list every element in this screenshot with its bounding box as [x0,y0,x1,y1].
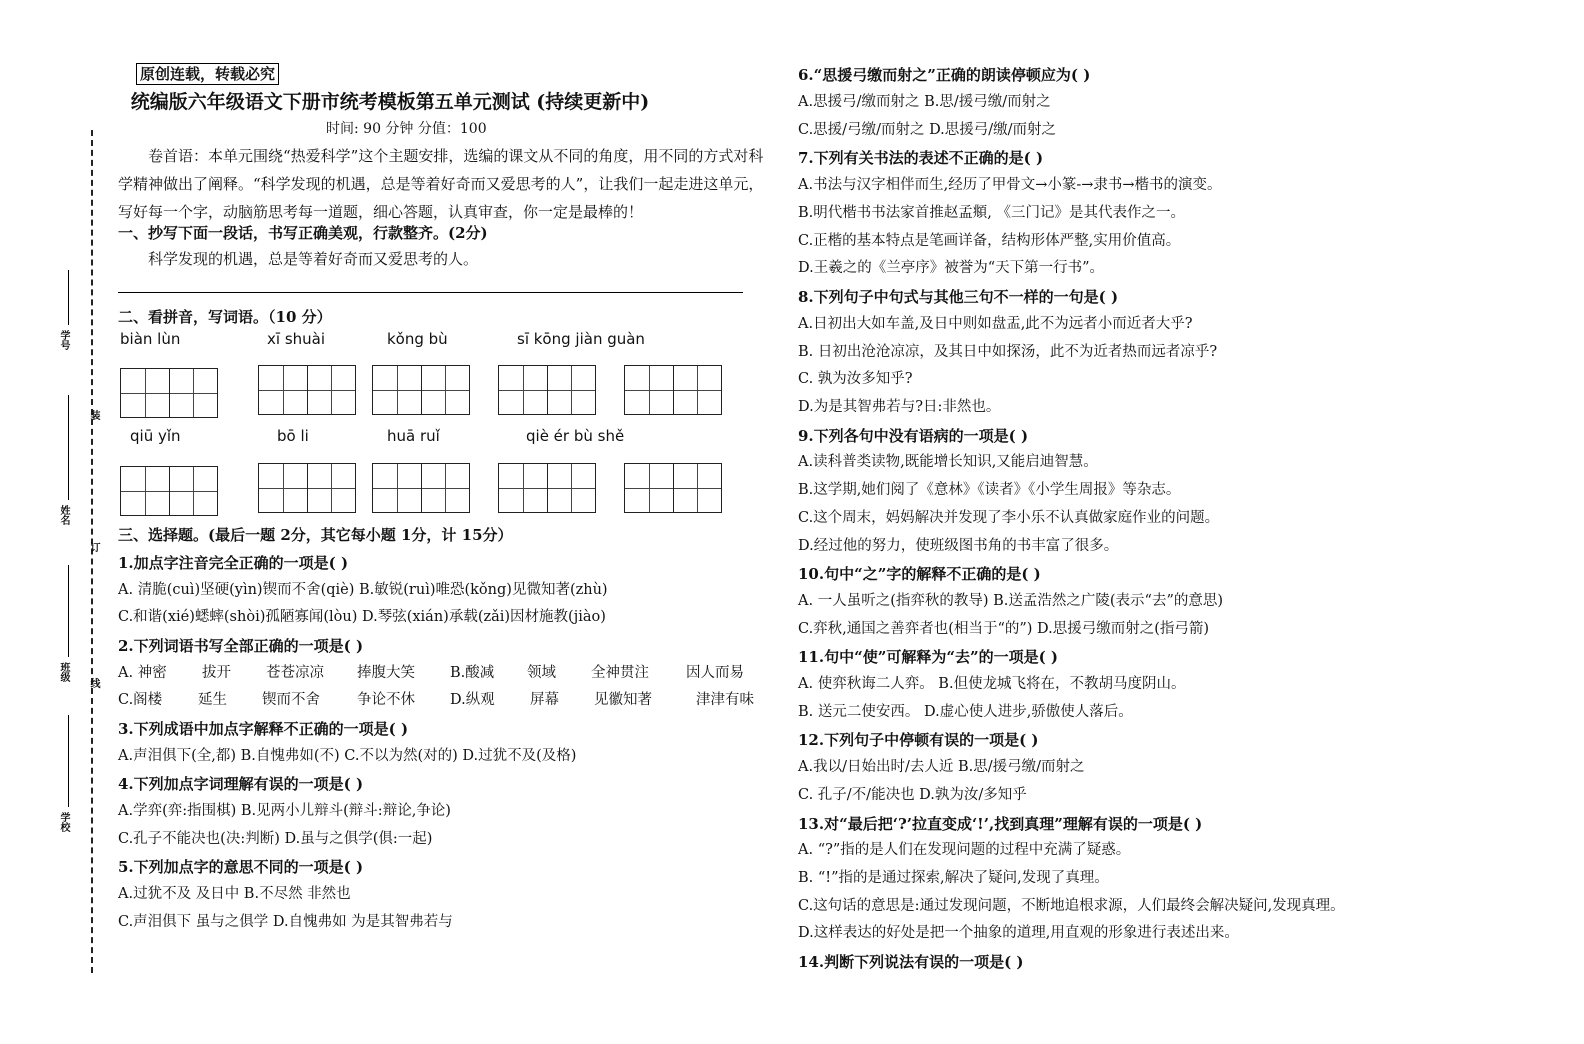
question-9-option-b: B.这学期,她们阅了《意林》《读者》《小学生周报》等杂志。 [798,482,1181,498]
section-1-heading: 一、抄写下面一段话，书写正确美观，行款整齐。(2分) [118,224,488,242]
question-4-option-cd: C.孔子不能决也(决:判断) D.虽与之俱学(俱:一起) [118,831,433,847]
exam-time-score: 时间: 90 分钟 分值：100 [326,121,487,137]
question-10-option-ab: A. 一人虽听之(指弈秋的教导) B.送孟浩然之广陵(表示“去”的意思) [798,593,1224,609]
question-2-option: 争论不休 [357,692,415,708]
question-2: 2.下列词语书写全部正确的一项是( ) [118,637,364,655]
question-2-option: 苍苍凉凉 [266,665,324,681]
label-school: 学校 [58,812,69,832]
question-8: 8.下列句子中句式与其他三句不一样的一句是( ) [798,288,1119,306]
question-2-option: 拔开 [202,665,231,681]
fill-line-name [68,395,69,500]
writing-grid[interactable] [624,463,722,513]
section-3-heading: 三、选择题。(最后一题 2分，其它每小题 1分，计 15分） [118,526,513,544]
question-7-option-d: D.王羲之的《兰亭序》被誉为“天下第一行书”。 [798,260,1105,276]
pinyin-8: qiè ér bù shě [526,427,625,445]
question-7-option-a: A.书法与汉字相伴而生,经历了甲骨文→小篆-→隶书→楷书的演变。 [798,177,1222,193]
question-3-options: A.声泪俱下(全,都) B.自愧弗如(不) C.不以为然(对的) D.过犹不及(及格) [118,748,577,764]
writing-line [118,292,743,293]
question-12-option-cd: C. 孔子/不/能决也 D.孰为汝/多知乎 [798,787,1027,803]
writing-grid[interactable] [372,463,470,513]
question-1: 1.加点字注音完全正确的一项是( ) [118,554,349,572]
question-9-option-c: C.这个周末，妈妈解决并发现了李小乐不认真做家庭作业的问题。 [798,510,1220,526]
writing-grid[interactable] [258,463,356,513]
question-13-option-a: A. “?”指的是人们在发现问题的过程中充满了疑惑。 [798,842,1131,858]
question-6: 6.“思援弓缴而射之”正确的朗读停顿应为( ) [798,66,1091,84]
question-7-option-c: C.正楷的基本特点是笔画详备，结构形体严整,实用价值高。 [798,233,1181,249]
question-11: 11.句中“使”可解释为“去”的一项是( ) [798,648,1059,666]
question-12: 12.下列句子中停顿有误的一项是( ) [798,731,1039,749]
writing-grid[interactable] [624,365,722,415]
pinyin-5: qiū yǐn [130,427,181,445]
question-5: 5.下列加点字的意思不同的一项是( ) [118,858,364,876]
question-2-option: 津津有味 [696,692,754,708]
page-title: 统编版六年级语文下册市统考模板第五单元测试 (持续更新中) [130,91,650,113]
label-xian: 线 [88,678,99,688]
question-13: 13.对“最后把‘?’拉直变成‘!’,找到真理”理解有误的一项是( ) [798,815,1203,833]
question-10: 10.句中“之”字的解释不正确的是( ) [798,565,1041,583]
copy-text: 科学发现的机遇，总是等着好奇而又爱思考的人。 [148,250,479,268]
question-2-option: 领域 [527,665,556,681]
writing-grid[interactable] [258,365,356,415]
fill-line-student-no [68,270,69,325]
writing-grid[interactable] [498,365,596,415]
question-3: 3.下列成语中加点字解释不正确的一项是( ) [118,720,409,738]
question-8-option-b: B. 日初出沧沧凉凉，及其日中如探汤，此不为近者热而远者凉乎? [798,344,1218,360]
question-2-option: B.酸减 [450,665,495,681]
label-ding: 订 [88,542,99,552]
question-13-option-d: D.这样表达的好处是把一个抽象的道理,用直观的形象进行表述出来。 [798,925,1239,941]
question-11-option-cd: B. 送元二使安西。 D.虚心使人进步,骄傲使人落后。 [798,704,1133,720]
question-1-option-cd: C.和谐(xié)蟋蟀(shòi)孤陋寡闻(lòu) D.琴弦(xián)承载(zǎi)因材施教(jiào) [118,609,606,625]
writing-grid[interactable] [120,368,218,418]
question-7-option-b: B.明代楷书书法家首推赵孟頫, 《三门记》是其代表作之一。 [798,205,1185,221]
label-class: 班级 [58,662,69,682]
pinyin-7: huā ruǐ [387,427,440,445]
pinyin-6: bō li [277,427,309,445]
question-1-option-ab: A. 清脆(cuì)坚硬(yìn)锲而不舍(qiè) B.敏锐(ruì)唯恐(kǒng)见微知著(zhù) [118,582,608,598]
question-8-option-d: D.为是其智弗若与?日:非然也。 [798,399,1001,415]
question-2-option: D.纵观 [450,692,495,708]
question-2-option: 见徽知著 [594,692,652,708]
question-6-option-cd: C.思援/弓缴/而射之 D.思援弓/缴/而射之 [798,122,1057,138]
question-2-option: A. 神密 [118,665,167,681]
question-4-option-ab: A.学弈(弈:指围棋) B.见两小儿辩斗(辩斗:辩论,争论) [118,803,451,819]
question-2-option: 因人而易 [686,665,744,681]
label-name: 姓名 [58,505,69,525]
intro-paragraph: 卷首语：本单元围绕“热爱科学”这个主题安排，选编的课文从不同的角度，用不同的方式对科学精神做出了阐释。“科学发现的机遇，总是等着好奇而又爱思考的人”，让我们一起走进这单元，写好每一个字，动脑筋思考每一道题，细心答题，认真审查，你一定是最棒的！ [118,147,764,221]
writing-grid[interactable] [498,463,596,513]
question-8-option-c: C. 孰为汝多知乎? [798,371,913,387]
question-7: 7.下列有关书法的表述不正确的是( ) [798,149,1044,167]
question-12-option-ab: A.我以/日始出时/去人近 B.思/援弓缴/而射之 [798,759,1085,775]
question-10-option-cd: C.弈秋,通国之善弈者也(相当于“的”) D.思援弓缴而射之(指弓箭) [798,621,1210,637]
question-13-option-c: C.这句话的意思是:通过发现问题，不断地追根求源，人们最终会解决疑问,发现真理。 [798,898,1345,914]
question-2-option: 捧腹大笑 [357,665,415,681]
question-14: 14.判断下列说法有误的一项是( ) [798,953,1024,971]
question-13-option-b: B. “!”指的是通过探索,解决了疑问,发现了真理。 [798,870,1109,886]
question-11-option-ab: A. 使弈秋诲二人弈。 B.但使龙城飞将在，不教胡马度阴山。 [798,676,1186,692]
label-student-no: 学号 [58,330,69,350]
copyright-stamp: 原创连载，转载必究 [136,63,279,85]
label-zhuang: 装 [88,410,99,420]
question-5-option-cd: C.声泪俱下 虽与之俱学 D.自愧弗如 为是其智弗若与 [118,914,453,930]
question-2-option: 延生 [198,692,227,708]
pinyin-3: kǒng bù [387,330,448,348]
question-2-option: 屏幕 [530,692,559,708]
question-9: 9.下列各句中没有语病的一项是( ) [798,427,1029,445]
pinyin-4: sī kōng jiàn guàn [517,330,645,348]
question-9-option-a: A.读科普类读物,既能增长知识,又能启迪智慧。 [798,454,1098,470]
question-5-option-ab: A.过犹不及 及日中 B.不尽然 非然也 [118,886,351,902]
question-2-option: 锲而不舍 [262,692,320,708]
question-9-option-d: D.经过他的努力，使班级图书角的书丰富了很多。 [798,538,1119,554]
writing-grid[interactable] [372,365,470,415]
fill-line-class [68,565,69,657]
writing-grid[interactable] [120,466,218,516]
section-2-heading: 二、看拼音，写词语。（10 分） [118,308,332,326]
pinyin-1: biàn lùn [120,330,181,348]
question-6-option-ab: A.思援弓/缴而射之 B.思/援弓缴/而射之 [798,94,1051,110]
question-4: 4.下列加点字词理解有误的一项是( ) [118,775,364,793]
question-2-option: 全神贯注 [591,665,649,681]
pinyin-2: xī shuài [267,330,326,348]
question-8-option-a: A.日初出大如车盖,及日中则如盘盂,此不为远者小而近者大乎? [798,316,1193,332]
question-2-option: C.阁楼 [118,692,163,708]
fill-line-school [68,715,69,807]
